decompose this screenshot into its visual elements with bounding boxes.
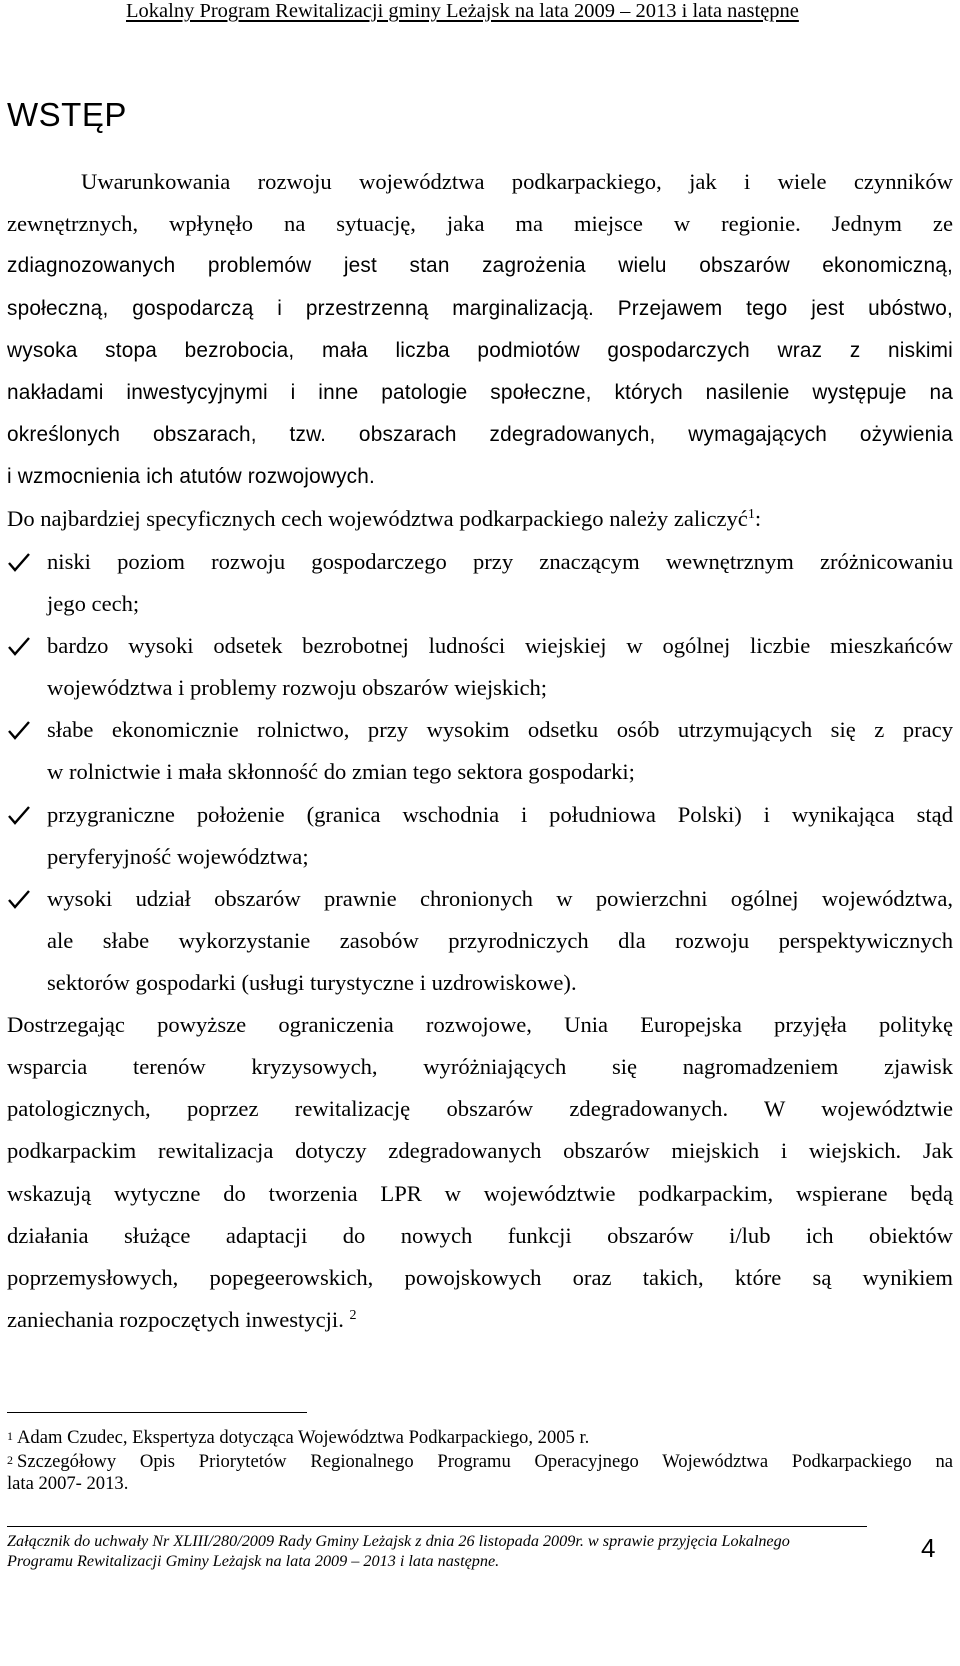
running-header bbox=[0, 0, 960, 40]
list-item-continuation: w rolnictwie i mała skłonność do zmian tego sektora gospodarki; bbox=[47, 759, 635, 784]
list-item-continuation: sektorów gospodarki (usługi turystyczne i uzdrowiskowe). bbox=[47, 970, 577, 995]
closing-line bbox=[7, 1305, 953, 1335]
lead-in-sentence bbox=[7, 504, 953, 534]
intro-line: społeczną, gospodarczą i przestrzenną marginalizacją. Przejawem tego jest ubóstwo, bbox=[7, 297, 953, 320]
footnote-2-continuation: lata 2007- 2013. bbox=[7, 1473, 129, 1494]
closing-line: poprzemysłowych, popegeerowskich, powojskowych oraz takich, które są wynikiem bbox=[7, 1265, 953, 1290]
footnote-number: 2 bbox=[7, 1453, 13, 1467]
list-item-text: przygraniczne położenie (granica wschodnia i południowa Polski) i wynikająca stąd bbox=[47, 802, 953, 827]
closing-line: podkarpackim rewitalizacja dotyczy zdegradowanych obszarów miejskich i wiejskich. Jak bbox=[7, 1138, 953, 1163]
intro-line: Uwarunkowania rozwoju województwa podkarpackiego, jak i wiele czynników bbox=[81, 169, 953, 194]
intro-line: zewnętrznych, wpłynęło na sytuację, jaka ma miejsce w regionie. Jednym ze bbox=[7, 211, 953, 236]
closing-last-text: zaniechania rozpoczętych inwestycji. bbox=[7, 1307, 344, 1332]
list-item bbox=[7, 715, 953, 745]
footnote-text: Szczegółowy Opis Priorytetów Regionalnego Programu Operacyjnego Województwa Podkarpackiego na bbox=[17, 1451, 953, 1472]
list-item bbox=[7, 800, 953, 830]
list-item-continuation: jego cech; bbox=[47, 591, 140, 616]
footnote-1 bbox=[7, 1427, 953, 1449]
footer-line-1: Załącznik do uchwały Nr XLIII/280/2009 Rady Gminy Leżajsk z dnia 26 listopada 2009r. w sprawie przyjęcia Lokalnego bbox=[7, 1532, 790, 1550]
lead-in-text: Do najbardziej specyficznych cech województwa podkarpackiego należy zaliczyć bbox=[7, 506, 748, 531]
footnote-2 bbox=[7, 1451, 953, 1473]
list-item-continuation: województwa i problemy rozwoju obszarów wiejskich; bbox=[47, 675, 548, 700]
list-item-text: wysoki udział obszarów prawnie chronionych w powierzchni ogólnej województwa, bbox=[47, 886, 953, 911]
closing-line: działania służące adaptacji do nowych funkcji obszarów i/lub ich obiektów bbox=[7, 1223, 953, 1248]
lead-in-suffix: : bbox=[754, 506, 762, 531]
intro-line: wysoka stopa bezrobocia, mała liczba podmiotów gospodarczych wraz z niskimi bbox=[7, 339, 953, 362]
running-header-title: Lokalny Program Rewitalizacji gminy Leżajsk na lata 2009 – 2013 i lata następne bbox=[126, 0, 799, 22]
checkmark-icon bbox=[7, 888, 31, 910]
list-item-continuation: ale słabe wykorzystanie zasobów przyrodniczych dla rozwoju perspektywicznych bbox=[47, 928, 953, 953]
section-title: WSTĘP bbox=[7, 96, 127, 133]
intro-line: określonych obszarach, tzw. obszarach zdegradowanych, wymagających ożywienia bbox=[7, 423, 953, 446]
list-item-text: bardzo wysoki odsetek bezrobotnej ludności wiejskiej w ogólnej liczbie mieszkańców bbox=[47, 633, 953, 658]
closing-line: patologicznych, poprzez rewitalizację obszarów zdegradowanych. W województwie bbox=[7, 1096, 953, 1121]
checkmark-icon bbox=[7, 804, 31, 826]
checkmark-icon bbox=[7, 551, 31, 573]
page-number: 4 bbox=[921, 1533, 936, 1563]
footnote-ref-1: 1 bbox=[747, 507, 755, 522]
footnote-text: Adam Czudec, Ekspertyza dotycząca Województwa Podkarpackiego, 2005 r. bbox=[17, 1427, 590, 1448]
closing-line: Dostrzegając powyższe ograniczenia rozwojowe, Unia Europejska przyjęła politykę bbox=[7, 1012, 953, 1037]
closing-line: wsparcia terenów kryzysowych, wyróżniających się nagromadzeniem zjawisk bbox=[7, 1054, 953, 1079]
footer-line-2: Programu Rewitalizacji Gminy Leżajsk na lata 2009 – 2013 i lata następne. bbox=[7, 1552, 500, 1570]
footnote-number: 1 bbox=[7, 1429, 13, 1443]
intro-line: zdiagnozowanych problemów jest stan zagrożenia wielu obszarów ekonomiczną, bbox=[7, 254, 953, 277]
footnote-separator bbox=[7, 1412, 307, 1413]
list-item-text: niski poziom rozwoju gospodarczego przy znaczącym wewnętrznym zróżnicowaniu bbox=[47, 549, 953, 574]
list-item bbox=[7, 547, 953, 577]
checkmark-icon bbox=[7, 635, 31, 657]
closing-line: wskazują wytyczne do tworzenia LPR w województwie podkarpackim, wspierane będą bbox=[7, 1181, 953, 1206]
footer-separator bbox=[7, 1526, 867, 1527]
list-item-continuation: peryferyjność województwa; bbox=[47, 844, 309, 869]
checkmark-icon bbox=[7, 719, 31, 741]
list-item bbox=[7, 884, 953, 914]
footnote-ref-2: 2 bbox=[349, 1308, 357, 1323]
list-item bbox=[7, 631, 953, 661]
list-item-text: słabe ekonomicznie rolnictwo, przy wysokim odsetku osób utrzymujących się z pracy bbox=[47, 717, 953, 742]
intro-line: i wzmocnienia ich atutów rozwojowych. bbox=[7, 465, 376, 488]
intro-line: nakładami inwestycyjnymi i inne patologie społeczne, których nasilenie występuje na bbox=[7, 381, 953, 404]
